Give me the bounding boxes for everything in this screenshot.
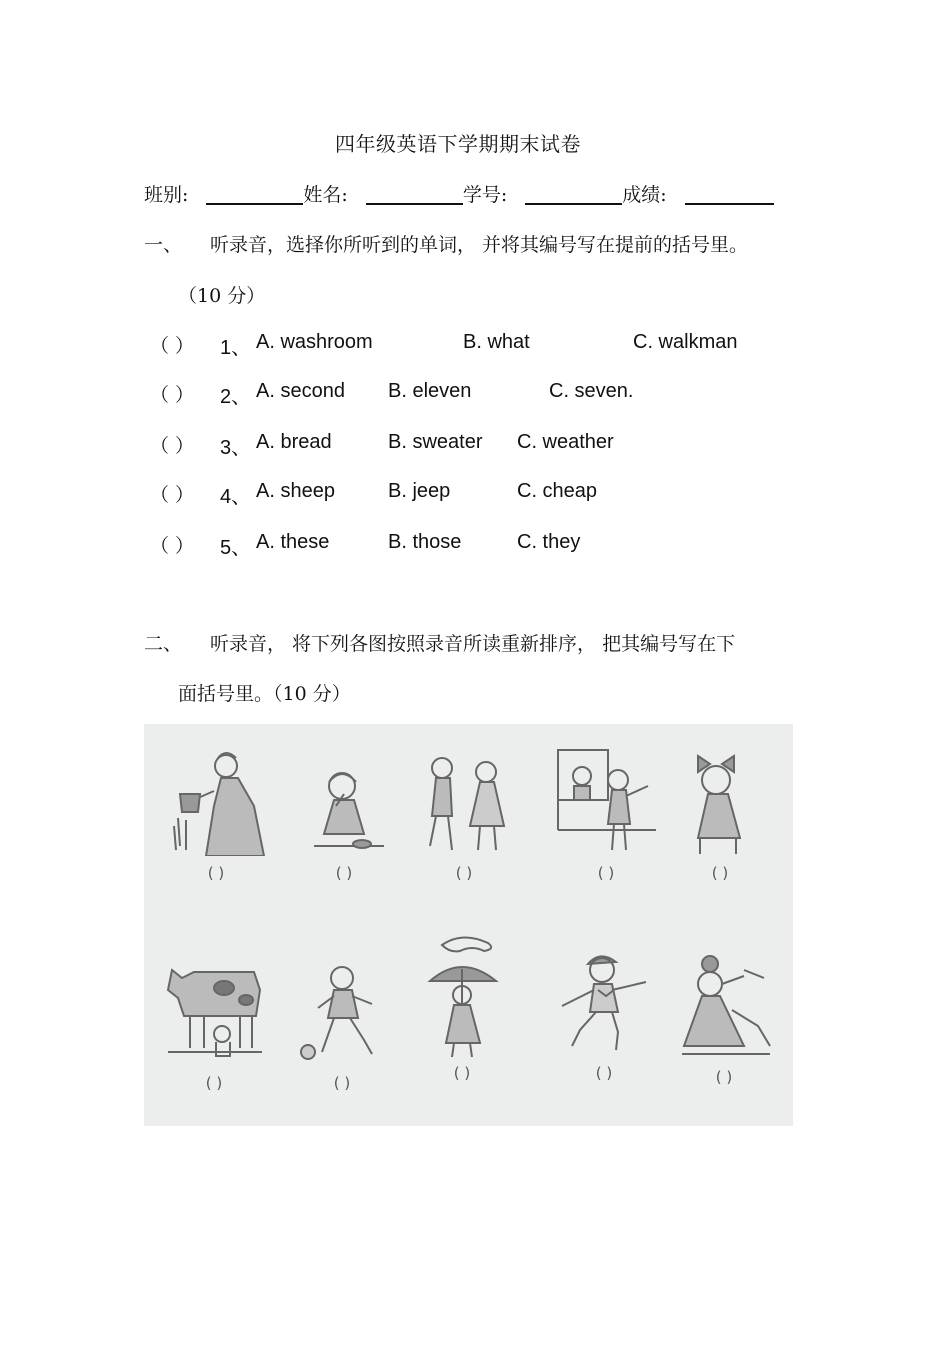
- section2-heading: [144, 629, 735, 656]
- kids-window-icon: [556, 746, 656, 856]
- class-label: 班别:: [144, 184, 189, 206]
- name-label: 姓名:: [303, 184, 348, 206]
- question-row-3: [150, 431, 614, 459]
- picture-6: [164, 956, 264, 1092]
- picture-answer-paren[interactable]: ( ): [597, 864, 615, 882]
- question-row-4: [150, 480, 598, 508]
- option-b: B. those: [388, 531, 462, 553]
- answer-paren[interactable]: （ ）: [150, 384, 195, 406]
- option-c: C. cheap: [517, 480, 598, 502]
- picture-answer-paren[interactable]: ( ): [207, 864, 225, 882]
- picture-7: [292, 956, 392, 1092]
- picture-8: [412, 936, 512, 1082]
- option-c: C. walkman: [633, 331, 738, 353]
- answer-paren[interactable]: （ ）: [150, 535, 195, 557]
- page-title: 四年级英语下学期期末试卷: [335, 132, 581, 156]
- picture-answer-paren[interactable]: ( ): [335, 864, 353, 882]
- girl-eating-icon: [294, 746, 394, 856]
- option-c: C. they: [517, 531, 581, 553]
- question-row-1: [150, 331, 738, 359]
- number-label: 学号:: [462, 184, 508, 206]
- answer-paren[interactable]: （ ）: [150, 484, 195, 506]
- picture-answer-paren[interactable]: ( ): [455, 864, 473, 882]
- picture-3: [414, 746, 514, 882]
- picture-panel: [144, 724, 793, 1126]
- picture-1: [166, 746, 266, 882]
- option-c: C. seven.: [549, 380, 634, 402]
- boy-dancing-icon: [554, 946, 654, 1056]
- option-b: B. eleven: [388, 380, 472, 402]
- picture-10: [674, 950, 774, 1086]
- student-info-row: [144, 180, 774, 207]
- question-number: 4、: [220, 486, 252, 508]
- question-number: 5、: [220, 537, 252, 559]
- section1-heading: [144, 230, 748, 257]
- two-kids-icon: [414, 746, 514, 856]
- option-b: B. sweater: [388, 431, 483, 453]
- name-blank[interactable]: [366, 183, 463, 205]
- cow-icon: [164, 956, 264, 1066]
- section2-instruction-cont: 面括号里。（10 分）: [178, 683, 351, 705]
- grade-label: 成绩:: [622, 184, 667, 206]
- answer-paren[interactable]: （ ）: [150, 335, 195, 357]
- option-a: A. bread: [256, 431, 332, 453]
- option-a: A. sheep: [256, 480, 335, 502]
- section1-score: （10 分）: [178, 285, 266, 307]
- class-blank[interactable]: [206, 183, 303, 205]
- option-a: A. these: [256, 531, 330, 553]
- woman-watering-icon: [166, 746, 266, 856]
- question-number: 3、: [220, 437, 252, 459]
- question-row-2: [150, 380, 634, 408]
- option-a: A. washroom: [256, 331, 373, 353]
- option-b: B. what: [463, 331, 530, 353]
- question-number: 1、: [220, 337, 252, 359]
- picture-4: [556, 746, 656, 882]
- girl-bow-icon: [670, 746, 770, 856]
- picture-answer-paren[interactable]: ( ): [333, 1074, 351, 1092]
- section1-number: 一、: [144, 234, 183, 256]
- option-b: B. jeep: [388, 480, 451, 502]
- option-a: A. second: [256, 380, 345, 402]
- question-row-5: [150, 531, 581, 559]
- option-c: C. weather: [517, 431, 614, 453]
- girl-flowers-icon: [674, 950, 774, 1060]
- answer-paren[interactable]: （ ）: [150, 435, 195, 457]
- picture-9: [554, 946, 654, 1082]
- question-number: 2、: [220, 386, 252, 408]
- picture-2: [294, 746, 394, 882]
- section1-instruction: 听录音，选择你所听到的单词， 并将其编号写在提前的括号里。: [210, 234, 749, 256]
- section2-instruction: 听录音， 将下列各图按照录音所读重新排序， 把其编号写在下: [210, 633, 736, 655]
- picture-5: [670, 746, 770, 882]
- picture-answer-paren[interactable]: ( ): [205, 1074, 223, 1092]
- picture-answer-paren[interactable]: ( ): [711, 864, 729, 882]
- picture-answer-paren[interactable]: ( ): [453, 1064, 471, 1082]
- boy-football-icon: [292, 956, 392, 1066]
- number-blank[interactable]: [525, 183, 622, 205]
- section2-number: 二、: [144, 633, 183, 655]
- picture-answer-paren[interactable]: ( ): [595, 1064, 613, 1082]
- girl-umbrella-icon: [412, 926, 512, 1066]
- grade-blank[interactable]: [685, 183, 774, 205]
- picture-answer-paren[interactable]: ( ): [715, 1068, 733, 1086]
